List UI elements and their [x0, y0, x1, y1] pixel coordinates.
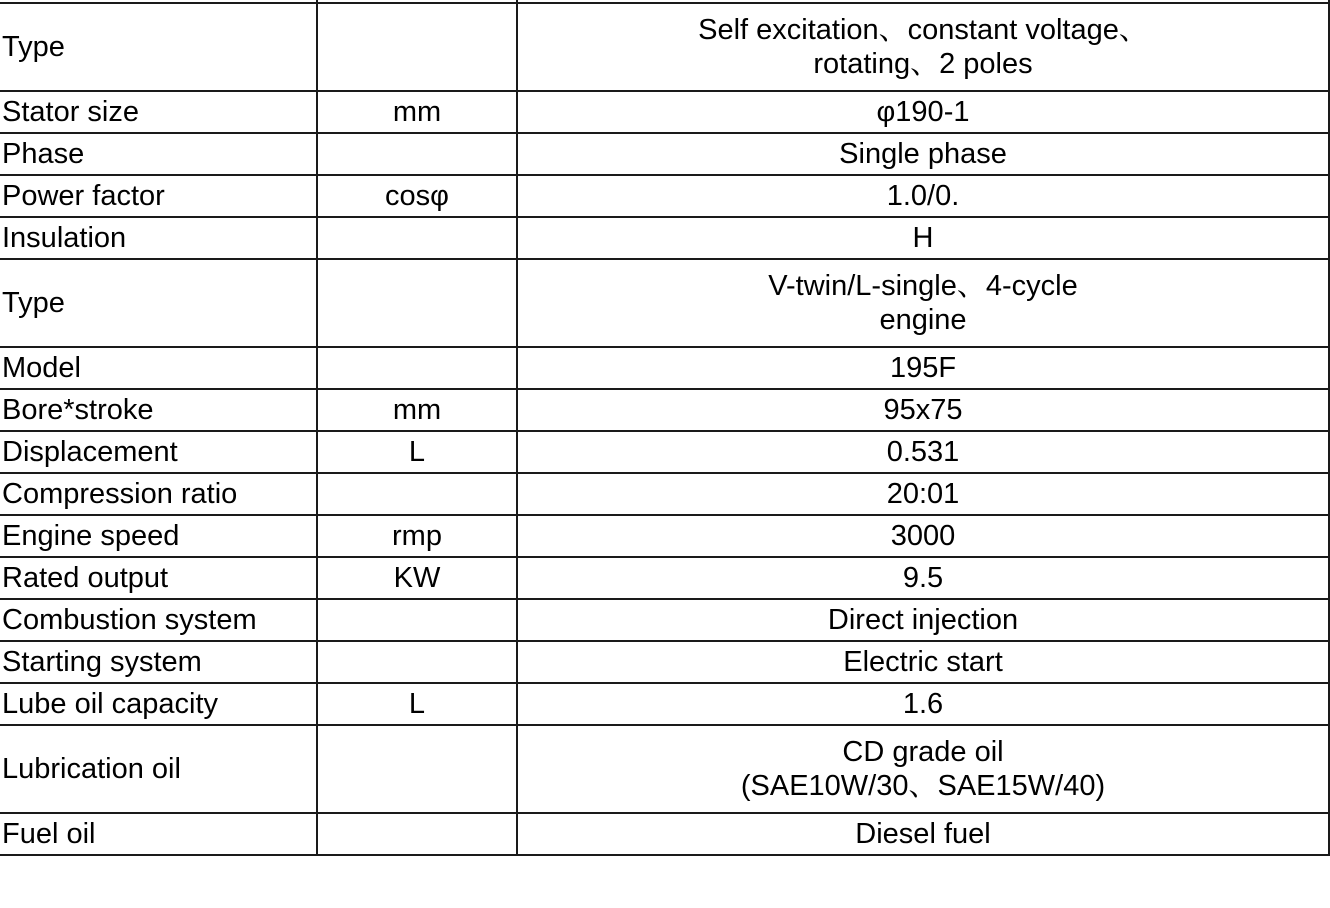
- value-text: 9.5: [902, 562, 944, 594]
- parameter-cell: Stator size: [0, 91, 317, 133]
- table-row: [0, 641, 1329, 683]
- table-row: [0, 347, 1329, 389]
- parameter-cell: Phase: [0, 133, 317, 175]
- value-text: 1.0/0.: [886, 180, 960, 212]
- parameter-cell: Type: [0, 259, 317, 347]
- unit-cell: [317, 3, 517, 91]
- value-text: φ190-1: [876, 96, 970, 128]
- value-text: Self excitation、constant voltage、: [698, 14, 1148, 46]
- value-text: Diesel fuel: [855, 818, 991, 850]
- unit-cell: [317, 641, 517, 683]
- parameter-cell: Engine speed: [0, 515, 317, 557]
- value-text: 20:01: [886, 478, 960, 510]
- parameter-cell: Insulation: [0, 217, 317, 259]
- unit-cell: [317, 599, 517, 641]
- parameter-cell: Starting system: [0, 641, 317, 683]
- parameter-cell: Bore*stroke: [0, 389, 317, 431]
- table-row: [0, 217, 1329, 259]
- value-cell: [517, 217, 1329, 259]
- value-text: 95x75: [883, 394, 963, 426]
- value-text: rotating、2 poles: [813, 48, 1033, 80]
- value-text: 195F: [889, 352, 957, 384]
- value-cell: [517, 133, 1329, 175]
- value-cell: [517, 641, 1329, 683]
- unit-cell: [317, 813, 517, 855]
- value-cell: [517, 725, 1329, 813]
- table-row: [0, 515, 1329, 557]
- unit-cell: [317, 259, 517, 347]
- parameter-cell: Type: [0, 3, 317, 91]
- value-cell: [517, 175, 1329, 217]
- value-text: 0.531: [886, 436, 960, 468]
- parameter-cell: Model: [0, 347, 317, 389]
- table-row: [0, 91, 1329, 133]
- table-row: [0, 599, 1329, 641]
- unit-cell: [317, 725, 517, 813]
- value-text: Electric start: [843, 646, 1003, 678]
- parameter-cell: Lubrication oil: [0, 725, 317, 813]
- value-cell: [517, 683, 1329, 725]
- unit-cell: [317, 217, 517, 259]
- table-row: [0, 3, 1329, 91]
- parameter-cell: Combustion system: [0, 599, 317, 641]
- value-cell: [517, 557, 1329, 599]
- value-text: engine: [879, 304, 967, 336]
- value-cell: [517, 813, 1329, 855]
- parameter-cell: Fuel oil: [0, 813, 317, 855]
- parameter-cell: Displacement: [0, 431, 317, 473]
- unit-cell: [317, 473, 517, 515]
- table-row: [0, 557, 1329, 599]
- value-cell: [517, 259, 1329, 347]
- table-row: [0, 175, 1329, 217]
- unit-cell: L: [317, 431, 517, 473]
- value-cell: [517, 515, 1329, 557]
- unit-cell: [317, 133, 517, 175]
- unit-cell: rmp: [317, 515, 517, 557]
- value-text: 3000: [890, 520, 956, 552]
- value-text: Single phase: [839, 138, 1007, 170]
- value-cell: [517, 599, 1329, 641]
- value-cell: [517, 473, 1329, 515]
- table-row: [0, 725, 1329, 813]
- unit-cell: [317, 347, 517, 389]
- value-text: 1.6: [902, 688, 944, 720]
- unit-cell: L: [317, 683, 517, 725]
- unit-cell: KW: [317, 557, 517, 599]
- value-cell: [517, 347, 1329, 389]
- unit-cell: mm: [317, 389, 517, 431]
- parameter-cell: Lube oil capacity: [0, 683, 317, 725]
- parameter-cell: Power factor: [0, 175, 317, 217]
- unit-cell: cosφ: [317, 175, 517, 217]
- value-cell: [517, 389, 1329, 431]
- value-text: Direct injection: [827, 604, 1019, 636]
- value-cell: [517, 91, 1329, 133]
- parameter-cell: Rated output: [0, 557, 317, 599]
- table-row: [0, 683, 1329, 725]
- table-row: [0, 473, 1329, 515]
- parameter-cell: Compression ratio: [0, 473, 317, 515]
- table-row: [0, 133, 1329, 175]
- table-row: [0, 389, 1329, 431]
- value-text: CD grade oil: [842, 736, 1004, 768]
- value-text: H: [912, 222, 934, 254]
- value-cell: [517, 3, 1329, 91]
- unit-cell: mm: [317, 91, 517, 133]
- table-row: [0, 259, 1329, 347]
- table-row: [0, 431, 1329, 473]
- value-text: V-twin/L-single、4-cycle: [768, 270, 1078, 302]
- table-row: [0, 813, 1329, 855]
- value-cell: [517, 431, 1329, 473]
- value-text: (SAE10W/30、SAE15W/40): [740, 770, 1106, 802]
